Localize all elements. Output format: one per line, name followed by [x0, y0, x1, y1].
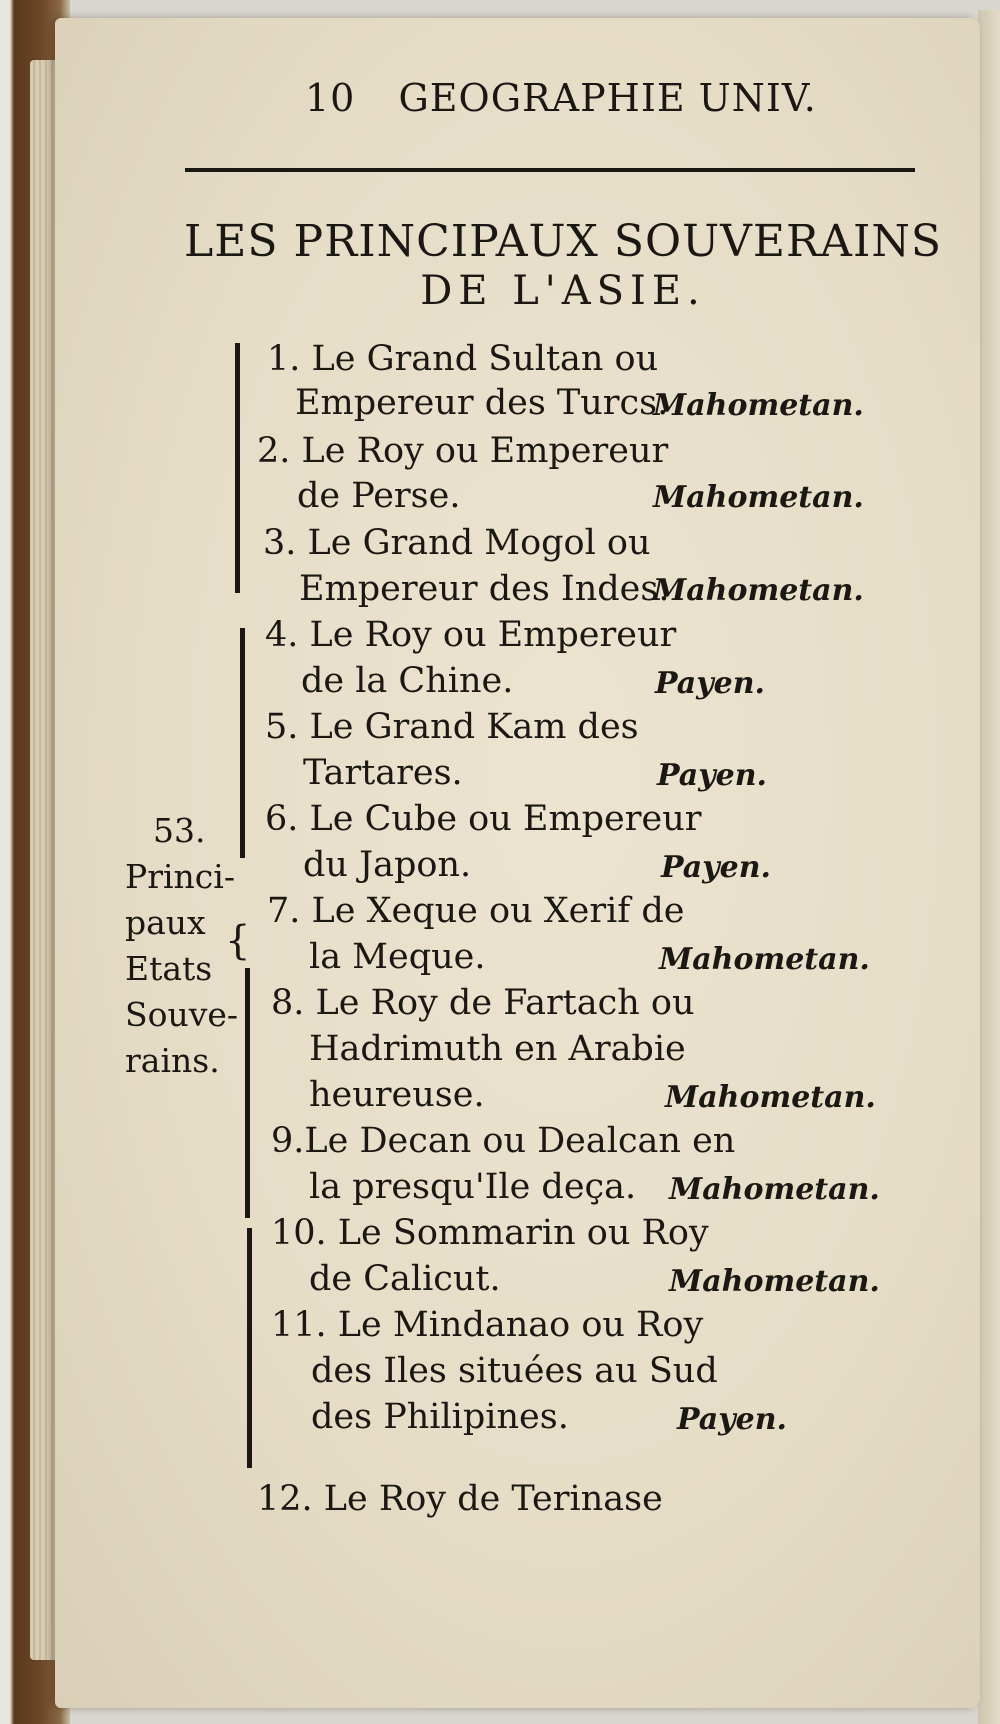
entry-line: 5. Le Grand Kam des	[265, 707, 639, 747]
entry-line: Empereur des Indes.	[299, 569, 670, 609]
brace-segment	[235, 343, 240, 593]
side-label-line: Souve-	[125, 995, 239, 1034]
entry-line: Hadrimuth en Arabie	[309, 1029, 686, 1069]
brace-segment	[245, 968, 250, 1218]
header-rule	[185, 168, 915, 172]
entry-line: la presqu'Ile deça.	[309, 1167, 637, 1207]
entry-religion: Mahometan.	[653, 388, 864, 423]
book-page	[55, 18, 980, 1708]
entry-line: heureuse.	[309, 1075, 485, 1115]
page-title: LES PRINCIPAUX SOUVERAINS	[184, 216, 942, 267]
entry-line: de Calicut.	[309, 1259, 501, 1299]
entry-line: des Philipines.	[311, 1397, 569, 1437]
entry-religion: Payen.	[661, 850, 771, 885]
entry-line: 11. Le Mindanao ou Roy	[271, 1305, 704, 1345]
entry-line: Empereur des Turcs.	[295, 383, 669, 423]
entry-religion: Mahometan.	[653, 573, 864, 608]
entry-line: de Perse.	[297, 476, 461, 516]
entry-religion: Mahometan.	[659, 942, 870, 977]
side-label-line: 53.	[153, 811, 206, 850]
entry-line: de la Chine.	[301, 661, 514, 701]
entry-line: 1. Le Grand Sultan ou	[267, 339, 659, 379]
entry-line: 10. Le Sommarin ou Roy	[271, 1213, 709, 1253]
entry-religion: Payen.	[655, 666, 765, 701]
entry-line: Tartares.	[303, 753, 463, 793]
entry-line: 9.Le Decan ou Dealcan en	[271, 1121, 736, 1161]
side-label-line: Etats	[125, 949, 213, 988]
entry-line: des Iles situées au Sud	[311, 1351, 718, 1391]
entry-line: 12. Le Roy de Terinase	[257, 1479, 663, 1519]
entry-line: 6. Le Cube ou Empereur	[265, 799, 702, 839]
entry-religion: Payen.	[677, 1402, 787, 1437]
entry-religion: Mahometan.	[653, 480, 864, 515]
running-head	[305, 76, 865, 126]
adjacent-page-edge	[978, 10, 1000, 1724]
entry-religion: Mahometan.	[669, 1264, 880, 1299]
page-subtitle: DE L'ASIE.	[420, 268, 706, 314]
entry-line: 7. Le Xeque ou Xerif de	[267, 891, 685, 931]
entry-line: du Japon.	[303, 845, 472, 885]
entry-line: la Meque.	[309, 937, 486, 977]
entry-religion: Mahometan.	[665, 1080, 876, 1115]
entry-line: 8. Le Roy de Fartach ou	[271, 983, 695, 1023]
running-title: GEOGRAPHIE UNIV.	[398, 76, 817, 120]
entry-religion: Payen.	[657, 758, 767, 793]
page-number: 10	[305, 76, 356, 120]
side-label-line: rains.	[125, 1041, 220, 1080]
brace-segment	[240, 628, 245, 858]
brace-point: {	[225, 918, 251, 964]
entry-line: 3. Le Grand Mogol ou	[263, 523, 651, 563]
side-label-line: paux	[125, 903, 206, 942]
side-label-line: Princi-	[125, 857, 235, 896]
brace-segment	[247, 1228, 252, 1468]
entry-line: 2. Le Roy ou Empereur	[257, 431, 669, 471]
entry-line: 4. Le Roy ou Empereur	[265, 615, 677, 655]
entry-religion: Mahometan.	[669, 1172, 880, 1207]
